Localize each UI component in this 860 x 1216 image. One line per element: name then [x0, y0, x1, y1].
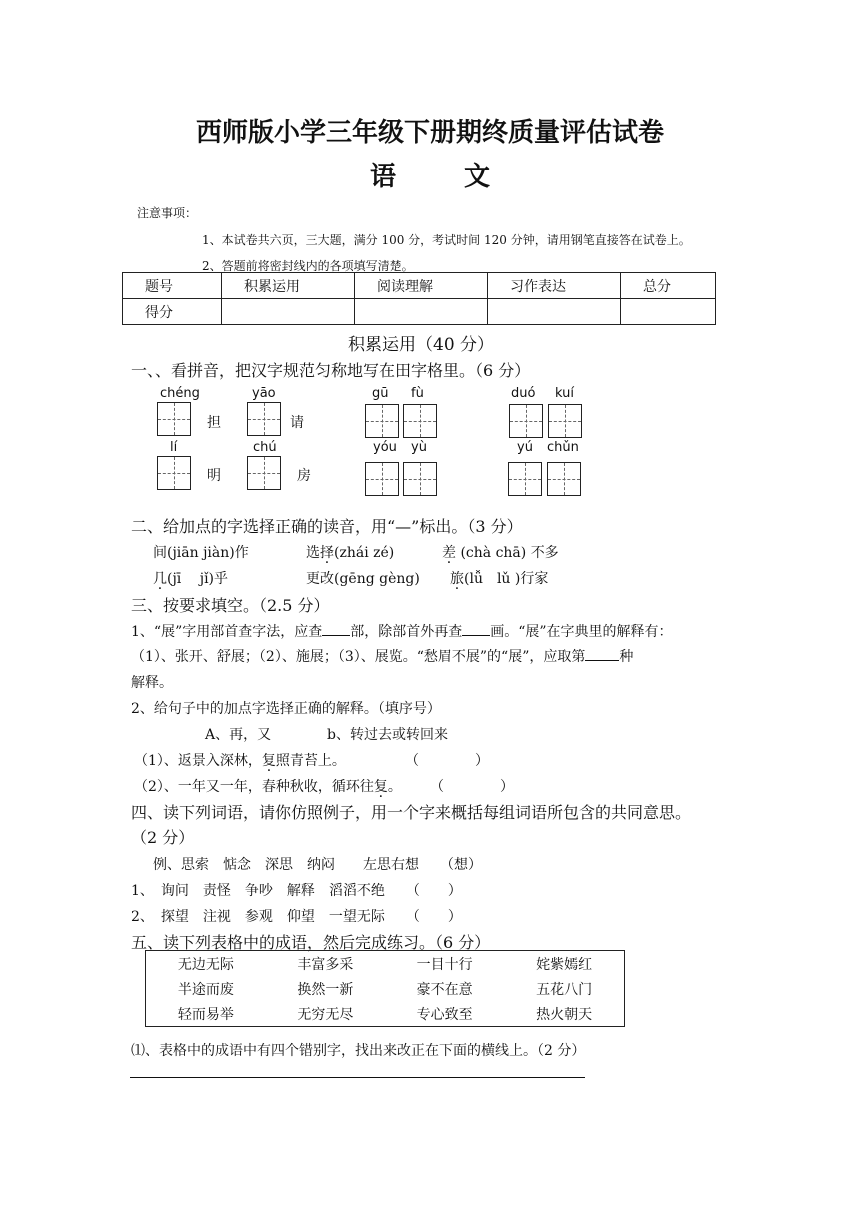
char-dan: 担: [207, 415, 221, 431]
pinyin-yao: yāo: [252, 386, 276, 401]
q2-dotted-char: 差: [442, 545, 456, 561]
tianzige-box[interactable]: [509, 404, 543, 438]
q2-dotted-char: 择: [320, 545, 334, 561]
tianzige-box[interactable]: [548, 404, 582, 438]
idiom-cell: 换然一新: [297, 981, 354, 998]
q2-char: 行家: [520, 571, 549, 587]
idiom-cell: 半途而废: [177, 981, 234, 998]
q3-sentence-1: [134, 750, 346, 770]
q3-text: 照青苔上。: [275, 753, 346, 769]
q2-row2-b: [306, 568, 420, 588]
tianzige-box[interactable]: [365, 462, 399, 496]
notice-item-2: 2、答题前将密封线内的各项填写清楚。: [202, 259, 414, 273]
q3-line-1: [131, 621, 673, 641]
tianzige-box[interactable]: [403, 462, 437, 496]
q2-char: 选: [306, 545, 320, 561]
q3-text: 种: [619, 649, 634, 665]
q4-title-line-2: （2 分）: [131, 828, 195, 847]
idiom-table: [145, 950, 625, 1027]
idiom-cell: 五花八门: [536, 981, 593, 998]
score-header-cell: 积累运用: [222, 273, 355, 299]
score-input-cell[interactable]: [621, 299, 716, 325]
subject-char-2: 文: [464, 162, 491, 192]
q3-text: 部，除部首外再查: [350, 624, 463, 640]
q2-options[interactable]: (chà chā): [456, 545, 531, 561]
tianzige-box[interactable]: [157, 456, 191, 490]
q2-row1-a: [153, 542, 249, 562]
score-header-cell: 习作表达: [488, 273, 621, 299]
q3-text: 画。“展”在字典里的解释有：: [490, 624, 673, 640]
score-input-cell[interactable]: [222, 299, 355, 325]
pinyin-duo: duó: [511, 386, 536, 401]
q2-char: 改: [320, 571, 334, 587]
idiom-cell: 姹紫嫣红: [536, 956, 593, 973]
char-fang: 房: [297, 468, 311, 484]
tianzige-box[interactable]: [508, 462, 542, 496]
score-header-cell: 阅读理解: [355, 273, 488, 299]
idiom-cell: 专心致至: [416, 1006, 473, 1023]
answer-blank[interactable]: [462, 621, 490, 636]
pinyin-yu2: yú: [517, 440, 533, 455]
q4-row-2[interactable]: 2、 探望 注视 参观 仰望 一望无际 （ ）: [131, 909, 462, 925]
q2-options[interactable]: (zhái zé): [334, 545, 395, 561]
q3-title: 三、按要求填空。（2.5 分）: [131, 596, 330, 615]
q3-option-a: A、再，又: [205, 727, 272, 743]
tianzige-box[interactable]: [247, 456, 281, 490]
table-row: [146, 951, 625, 977]
tianzige-box[interactable]: [403, 404, 437, 438]
q2-options[interactable]: (jī jǐ): [167, 571, 215, 587]
q3-text: 1、“展”字用部首查字法，应查: [131, 624, 323, 640]
pinyin-chu: chú: [253, 440, 277, 455]
score-header-cell: 题号: [123, 273, 222, 299]
q5-subquestion-1: ⑴、表格中的成语中有四个错别字，找出来改正在下面的横线上。（2 分）: [131, 1043, 586, 1059]
q2-options[interactable]: (jiān jiàn): [167, 545, 235, 561]
pinyin-fu: fù: [411, 386, 424, 401]
score-input-cell[interactable]: [488, 299, 621, 325]
q2-char: 乎: [214, 571, 229, 587]
notice-item-1: 1、本试卷共六页，三大题，满分 100 分，考试时间 120 分钟，请用钢笔直接答在试卷上。: [202, 233, 691, 247]
q2-char: 不多: [530, 545, 559, 561]
idiom-cell: 无穷无尽: [297, 1006, 354, 1023]
tianzige-box[interactable]: [247, 402, 281, 436]
tianzige-box[interactable]: [365, 404, 399, 438]
pinyin-you: yóu: [373, 440, 397, 455]
table-row: [146, 1001, 625, 1027]
pinyin-gu: gū: [372, 386, 389, 401]
q3-answer-paren-1[interactable]: （ ）: [405, 753, 489, 769]
q3-line-2: [131, 646, 633, 666]
q2-row1-b: [306, 542, 394, 562]
q2-row2-c: [450, 568, 548, 588]
tianzige-box[interactable]: [547, 462, 581, 496]
q1-title: 一、、看拼音，把汉字规范匀称地写在田字格里。（6 分）: [131, 361, 531, 380]
score-row-label: 得分: [123, 299, 222, 325]
q3-line-3: 解释。: [131, 675, 173, 691]
notice-heading: 注意事项：: [137, 206, 198, 220]
q2-row2-a: [153, 568, 228, 588]
q3-text: 。: [387, 779, 402, 795]
answer-blank[interactable]: [322, 621, 350, 636]
exam-title: 西师版小学三年级下册期终质量评估试卷: [195, 118, 664, 148]
char-qing: 请: [290, 415, 304, 431]
idiom-cell: 一目十行: [416, 956, 473, 973]
subject-char-1: 语: [369, 162, 396, 192]
q3-text: （1）、张开、舒展；（2）、施展；（3）、展览。“愁眉不展”的“展”，应取第: [131, 649, 586, 665]
part1-title: 积累运用（40 分）: [348, 335, 495, 355]
subject-label: [0, 156, 860, 193]
q3-option-b: b、转过去或转回来: [327, 727, 448, 743]
idiom-cell: 丰富多采: [297, 956, 354, 973]
idiom-cell: 无边无际: [177, 956, 234, 973]
q2-row1-c: [442, 542, 559, 562]
q2-char: 作: [234, 545, 249, 561]
tianzige-box[interactable]: [157, 402, 191, 436]
q2-dotted-char: 几: [153, 571, 167, 587]
q2-title: 二、给加点的字选择正确的读音，用“—”标出。（3 分）: [131, 517, 523, 536]
score-table-score-row: [123, 299, 716, 325]
idiom-cell: 热火朝天: [536, 1006, 593, 1023]
q3-text: （2）、一年又一年，春种秋收，循环往: [134, 779, 374, 795]
q3-dotted-char: 复: [373, 779, 388, 795]
q3-dotted-char: 复: [261, 753, 276, 769]
answer-line[interactable]: [130, 1077, 585, 1078]
score-table: [122, 272, 716, 325]
q3-sentence-2: [134, 776, 402, 796]
q2-char: 更: [306, 571, 320, 587]
pinyin-li: lí: [170, 440, 178, 455]
pinyin-kui: kuí: [555, 386, 574, 401]
q4-example: 例、思索 惦念 深思 纳闷 左思右想 （想）: [153, 857, 482, 873]
score-table-header-row: [123, 273, 716, 299]
q2-options[interactable]: (gēng gèng): [334, 571, 420, 587]
q4-title-line-1: 四、读下列词语，请你仿照例子，用一个字来概括每组词语所包含的共同意思。: [131, 803, 692, 822]
char-ming: 明: [207, 468, 221, 484]
q5-title: 五、读下列表格中的成语，然后完成练习。（6 分）: [131, 933, 491, 952]
q2-options[interactable]: (lǚ lǔ ): [464, 571, 521, 587]
q3-text: （1）、返景入深林，: [134, 753, 262, 769]
q2-dotted-char: 旅: [450, 571, 464, 587]
q3-line-4: 2、给句子中的加点字选择正确的解释。（填序号）: [131, 701, 441, 717]
q4-row-1[interactable]: 1、 询问 责怪 争吵 解释 滔滔不绝 （ ）: [131, 883, 462, 899]
pinyin-chun: chǔn: [547, 440, 579, 455]
q2-char: 间: [153, 545, 167, 561]
idiom-cell: 豪不在意: [416, 981, 473, 998]
answer-blank[interactable]: [585, 646, 619, 661]
idiom-cell: 轻而易举: [177, 1006, 234, 1023]
q3-answer-paren-2[interactable]: （ ）: [430, 779, 514, 795]
table-row: [146, 976, 625, 1001]
pinyin-yu1: yù: [411, 440, 427, 455]
pinyin-cheng: chéng: [160, 386, 200, 401]
score-input-cell[interactable]: [355, 299, 488, 325]
score-header-cell: 总分: [621, 273, 716, 299]
